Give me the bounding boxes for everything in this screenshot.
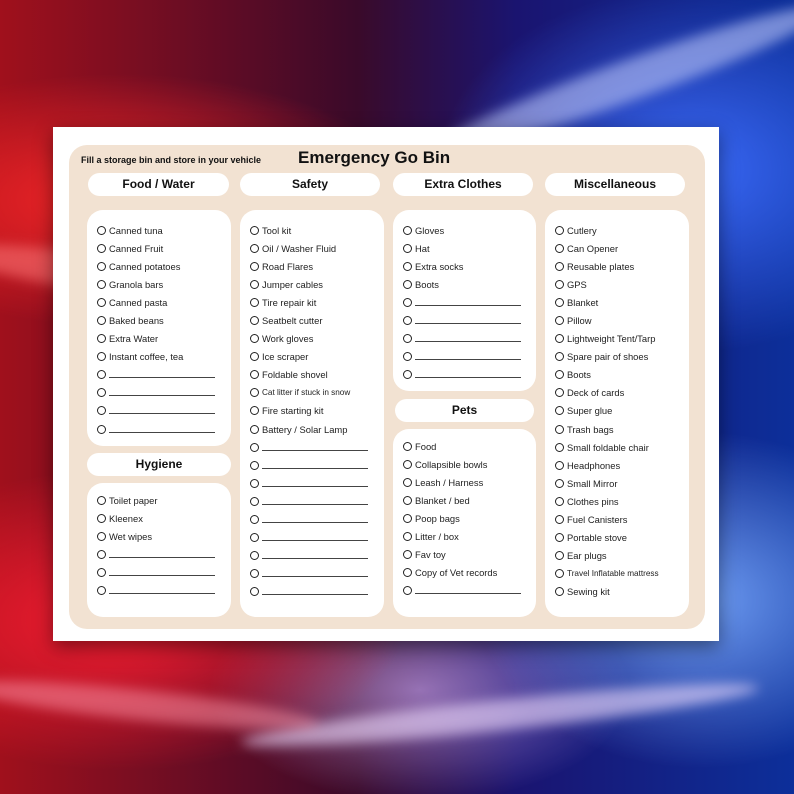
checklist-item — [555, 511, 685, 529]
checklist-item — [403, 275, 527, 293]
checklist-blank-item — [250, 547, 374, 565]
circle-checkbox-icon[interactable] — [250, 262, 259, 271]
circle-checkbox-icon[interactable] — [97, 334, 106, 343]
write-in-line[interactable] — [262, 468, 368, 469]
checklist-item-label: Reusable plates — [567, 260, 635, 272]
circle-checkbox-icon[interactable] — [97, 496, 106, 505]
checklist-blank-item — [250, 565, 374, 583]
safety-box — [240, 210, 384, 617]
food-water-list — [97, 221, 221, 438]
write-in-line[interactable] — [262, 558, 368, 559]
checklist-item — [250, 257, 374, 275]
checklist-item — [97, 221, 221, 239]
checklist-item — [555, 348, 685, 366]
checklist-blank-item — [403, 348, 527, 366]
extra-clothes-box — [393, 210, 536, 391]
circle-checkbox-icon[interactable] — [97, 298, 106, 307]
circle-checkbox-icon[interactable] — [250, 497, 259, 506]
circle-checkbox-icon[interactable] — [555, 262, 564, 271]
circle-checkbox-icon[interactable] — [250, 461, 259, 470]
checklist-item-label: Cat litter if stuck in snow — [262, 388, 351, 398]
extra-clothes-list — [403, 221, 527, 384]
checklist-item — [555, 311, 685, 329]
checklist-item-label: Food — [415, 440, 437, 452]
checklist-blank-item — [97, 384, 221, 402]
checklist-item — [403, 437, 527, 455]
checklist-item — [97, 311, 221, 329]
circle-checkbox-icon[interactable] — [250, 334, 259, 343]
checklist-item-label: Foldable shovel — [262, 369, 328, 381]
checklist-item-label: Ice scraper — [262, 351, 309, 363]
checklist-item-label: Small Mirror — [567, 477, 618, 489]
checklist-item-label: Hat — [415, 242, 430, 254]
circle-checkbox-icon[interactable] — [403, 280, 412, 289]
checklist-item — [97, 330, 221, 348]
pets-list — [403, 437, 527, 600]
food-water-box — [87, 210, 231, 446]
checklist-item — [97, 275, 221, 293]
header-extra-clothes: Extra Clothes — [393, 173, 533, 196]
circle-checkbox-icon[interactable] — [555, 497, 564, 506]
checklist-item-label: Deck of cards — [567, 387, 625, 399]
checklist-item — [555, 366, 685, 384]
checklist-item — [403, 546, 527, 564]
checklist-item — [250, 420, 374, 438]
checklist-sheet — [53, 127, 719, 641]
circle-checkbox-icon[interactable] — [403, 262, 412, 271]
sheet-title: Emergency Go Bin — [298, 148, 451, 167]
checklist-item — [555, 257, 685, 275]
circle-checkbox-icon[interactable] — [555, 569, 564, 578]
checklist-item-label: Spare pair of shoes — [567, 351, 649, 363]
checklist-item-label: Work gloves — [262, 333, 314, 345]
checklist-item-label: Tool kit — [262, 224, 292, 236]
checklist-blank-item — [250, 438, 374, 456]
circle-checkbox-icon[interactable] — [403, 316, 412, 325]
checklist-item — [555, 583, 685, 601]
checklist-item — [97, 491, 221, 509]
circle-checkbox-icon[interactable] — [555, 461, 564, 470]
circle-checkbox-icon[interactable] — [250, 388, 259, 397]
hygiene-list — [97, 491, 221, 600]
circle-checkbox-icon[interactable] — [250, 425, 259, 434]
checklist-blank-item — [250, 456, 374, 474]
circle-checkbox-icon[interactable] — [97, 514, 106, 523]
circle-checkbox-icon[interactable] — [250, 587, 259, 596]
checklist-item — [250, 348, 374, 366]
write-in-line[interactable] — [109, 557, 215, 558]
circle-checkbox-icon[interactable] — [97, 262, 106, 271]
write-in-line[interactable] — [415, 305, 521, 306]
circle-checkbox-icon[interactable] — [403, 460, 412, 469]
checklist-item — [403, 455, 527, 473]
header-safety: Safety — [240, 173, 380, 196]
write-in-line[interactable] — [262, 594, 368, 595]
circle-checkbox-icon[interactable] — [97, 244, 106, 253]
checklist-item — [250, 239, 374, 257]
circle-checkbox-icon[interactable] — [555, 551, 564, 560]
checklist-item-label: Blanket — [567, 296, 599, 308]
circle-checkbox-icon[interactable] — [555, 443, 564, 452]
circle-checkbox-icon[interactable] — [555, 406, 564, 415]
circle-checkbox-icon[interactable] — [250, 406, 259, 415]
checklist-item-label: Seatbelt cutter — [262, 315, 323, 327]
checklist-item-label: Can Opener — [567, 242, 619, 254]
pets-box — [393, 429, 536, 617]
circle-checkbox-icon[interactable] — [555, 334, 564, 343]
checklist-blank-item — [97, 366, 221, 384]
circle-checkbox-icon[interactable] — [97, 388, 106, 397]
checklist-item-label: Canned Fruit — [109, 242, 164, 254]
checklist-blank-item — [403, 293, 527, 311]
circle-checkbox-icon[interactable] — [97, 586, 106, 595]
checklist-item — [555, 474, 685, 492]
sheet-subtitle: Fill a storage bin and store in your vehicle — [81, 155, 262, 165]
circle-checkbox-icon[interactable] — [97, 226, 106, 235]
checklist-item — [555, 529, 685, 547]
header-miscellaneous: Miscellaneous — [545, 173, 685, 196]
circle-checkbox-icon[interactable] — [403, 334, 412, 343]
circle-checkbox-icon[interactable] — [250, 551, 259, 560]
checklist-item-label: Litter / box — [415, 531, 459, 543]
checklist-item-label: Canned tuna — [109, 224, 163, 236]
background-light-streak — [0, 671, 321, 738]
checklist-blank-item — [97, 581, 221, 599]
checklist-item-label: Leash / Harness — [415, 476, 484, 488]
hygiene-box — [87, 483, 231, 617]
circle-checkbox-icon[interactable] — [250, 298, 259, 307]
write-in-line[interactable] — [109, 377, 215, 378]
write-in-line[interactable] — [262, 450, 368, 451]
circle-checkbox-icon[interactable] — [97, 316, 106, 325]
write-in-line[interactable] — [109, 432, 215, 433]
checklist-item — [555, 330, 685, 348]
checklist-item-label: Fav toy — [415, 549, 446, 561]
checklist-item-label: Gloves — [415, 224, 445, 236]
checklist-item-label: Jumper cables — [262, 278, 323, 290]
write-in-line[interactable] — [109, 575, 215, 576]
circle-checkbox-icon[interactable] — [250, 569, 259, 578]
checklist-item-label: Portable stove — [567, 532, 627, 544]
circle-checkbox-icon[interactable] — [555, 280, 564, 289]
circle-checkbox-icon[interactable] — [403, 478, 412, 487]
checklist-item-label: Collapsible bowls — [415, 458, 488, 470]
header-food-water: Food / Water — [88, 173, 229, 196]
checklist-blank-item — [250, 492, 374, 510]
checklist-item-label: Small foldable chair — [567, 441, 649, 453]
circle-checkbox-icon[interactable] — [97, 425, 106, 434]
checklist-item — [403, 239, 527, 257]
miscellaneous-list — [555, 221, 685, 601]
circle-checkbox-icon[interactable] — [555, 352, 564, 361]
checklist-item-label: Instant coffee, tea — [109, 351, 184, 363]
write-in-line[interactable] — [262, 576, 368, 577]
circle-checkbox-icon[interactable] — [250, 370, 259, 379]
checklist-item-label: Super glue — [567, 405, 613, 417]
write-in-line[interactable] — [415, 341, 521, 342]
circle-checkbox-icon[interactable] — [403, 496, 412, 505]
checklist-item — [555, 293, 685, 311]
checklist-item — [250, 275, 374, 293]
checklist-blank-item — [250, 529, 374, 547]
checklist-item-label: Oil / Washer Fluid — [262, 242, 337, 254]
circle-checkbox-icon[interactable] — [555, 298, 564, 307]
checklist-item — [555, 221, 685, 239]
checklist-item-label: Headphones — [567, 459, 621, 471]
checklist-item — [555, 275, 685, 293]
background-light-streak — [240, 673, 760, 757]
checklist-item — [403, 509, 527, 527]
circle-checkbox-icon[interactable] — [97, 280, 106, 289]
checklist-item — [403, 221, 527, 239]
write-in-line[interactable] — [415, 359, 521, 360]
circle-checkbox-icon[interactable] — [555, 533, 564, 542]
circle-checkbox-icon[interactable] — [250, 352, 259, 361]
write-in-line[interactable] — [415, 593, 521, 594]
circle-checkbox-icon[interactable] — [555, 226, 564, 235]
circle-checkbox-icon[interactable] — [403, 514, 412, 523]
checklist-item-label: Toilet paper — [109, 494, 158, 506]
circle-checkbox-icon[interactable] — [403, 226, 412, 235]
circle-checkbox-icon[interactable] — [97, 532, 106, 541]
circle-checkbox-icon[interactable] — [403, 568, 412, 577]
circle-checkbox-icon[interactable] — [555, 587, 564, 596]
checklist-item — [555, 402, 685, 420]
checklist-item-label: Wet wipes — [109, 530, 153, 542]
checklist-item-label: Cutlery — [567, 224, 597, 236]
circle-checkbox-icon[interactable] — [555, 370, 564, 379]
safety-list — [250, 221, 374, 601]
checklist-item-label: GPS — [567, 278, 587, 290]
checklist-item — [250, 221, 374, 239]
checklist-blank-item — [97, 402, 221, 420]
checklist-item — [555, 384, 685, 402]
checklist-item-label: Clothes pins — [567, 495, 619, 507]
miscellaneous-box — [545, 210, 689, 617]
circle-checkbox-icon[interactable] — [250, 316, 259, 325]
checklist-item — [97, 527, 221, 545]
checklist-item — [97, 257, 221, 275]
checklist-item — [403, 564, 527, 582]
checklist-item — [555, 438, 685, 456]
circle-checkbox-icon[interactable] — [555, 244, 564, 253]
circle-checkbox-icon[interactable] — [555, 388, 564, 397]
checklist-blank-item — [403, 330, 527, 348]
checklist-item — [250, 384, 374, 402]
circle-checkbox-icon[interactable] — [250, 533, 259, 542]
checklist-item — [403, 527, 527, 545]
checklist-item-label: Poop bags — [415, 512, 460, 524]
write-in-line[interactable] — [262, 540, 368, 541]
checklist-item — [555, 456, 685, 474]
circle-checkbox-icon[interactable] — [250, 479, 259, 488]
checklist-item-label: Blanket / bed — [415, 494, 470, 506]
write-in-line[interactable] — [415, 323, 521, 324]
checklist-item — [555, 492, 685, 510]
checklist-item — [97, 348, 221, 366]
checklist-item — [250, 293, 374, 311]
checklist-blank-item — [403, 366, 527, 384]
circle-checkbox-icon[interactable] — [403, 550, 412, 559]
circle-checkbox-icon[interactable] — [250, 226, 259, 235]
checklist-blank-item — [97, 420, 221, 438]
checklist-item-label: Boots — [567, 369, 591, 381]
checklist-item-label: Trash bags — [567, 423, 614, 435]
checklist-item — [555, 239, 685, 257]
circle-checkbox-icon[interactable] — [555, 425, 564, 434]
circle-checkbox-icon[interactable] — [250, 443, 259, 452]
circle-checkbox-icon[interactable] — [555, 479, 564, 488]
circle-checkbox-icon[interactable] — [403, 442, 412, 451]
checklist-item-label: Fuel Canisters — [567, 514, 628, 526]
checklist-item-label: Canned potatoes — [109, 260, 181, 272]
checklist-item — [403, 491, 527, 509]
checklist-blank-item — [403, 582, 527, 600]
write-in-line[interactable] — [415, 377, 521, 378]
circle-checkbox-icon[interactable] — [250, 515, 259, 524]
checklist-item — [403, 257, 527, 275]
checklist-item — [250, 366, 374, 384]
circle-checkbox-icon[interactable] — [250, 280, 259, 289]
circle-checkbox-icon[interactable] — [97, 406, 106, 415]
checklist-item — [97, 509, 221, 527]
header-hygiene: Hygiene — [87, 453, 231, 476]
circle-checkbox-icon[interactable] — [250, 244, 259, 253]
checklist-item — [403, 473, 527, 491]
checklist-item-label: Kleenex — [109, 512, 143, 524]
write-in-line[interactable] — [109, 413, 215, 414]
checklist-item-label: Extra socks — [415, 260, 464, 272]
circle-checkbox-icon[interactable] — [97, 370, 106, 379]
checklist-item — [250, 330, 374, 348]
checklist-item — [250, 311, 374, 329]
checklist-item-label: Lightweight Tent/Tarp — [567, 333, 656, 345]
checklist-item-label: Battery / Solar Lamp — [262, 423, 348, 435]
checklist-item-label: Boots — [415, 278, 439, 290]
write-in-line[interactable] — [109, 395, 215, 396]
checklist-blank-item — [250, 474, 374, 492]
checklist-blank-item — [97, 545, 221, 563]
checklist-item-label: Granola bars — [109, 278, 164, 290]
write-in-line[interactable] — [262, 504, 368, 505]
checklist-item-label: Travel Inflatable mattress — [567, 569, 659, 579]
checklist-item-label: Copy of Vet records — [415, 567, 498, 579]
write-in-line[interactable] — [109, 593, 215, 594]
checklist-item-label: Extra Water — [109, 333, 159, 345]
checklist-item-label: Tire repair kit — [262, 296, 317, 308]
circle-checkbox-icon[interactable] — [403, 352, 412, 361]
write-in-line[interactable] — [262, 522, 368, 523]
circle-checkbox-icon[interactable] — [97, 352, 106, 361]
checklist-item — [250, 402, 374, 420]
checklist-blank-item — [250, 583, 374, 601]
circle-checkbox-icon[interactable] — [403, 244, 412, 253]
checklist-item-label: Road Flares — [262, 260, 314, 272]
checklist-item — [555, 547, 685, 565]
checklist-item-label: Canned pasta — [109, 296, 168, 308]
checklist-item — [555, 565, 685, 583]
checklist-item-label: Ear plugs — [567, 550, 607, 562]
checklist-item-label: Baked beans — [109, 315, 164, 327]
checklist-item — [555, 420, 685, 438]
circle-checkbox-icon[interactable] — [403, 298, 412, 307]
checklist-item — [97, 293, 221, 311]
checklist-blank-item — [403, 311, 527, 329]
circle-checkbox-icon[interactable] — [403, 586, 412, 595]
checklist-item — [97, 239, 221, 257]
circle-checkbox-icon[interactable] — [555, 515, 564, 524]
header-pets: Pets — [395, 399, 534, 422]
circle-checkbox-icon[interactable] — [97, 550, 106, 559]
circle-checkbox-icon[interactable] — [555, 316, 564, 325]
checklist-item-label: Fire starting kit — [262, 405, 324, 417]
write-in-line[interactable] — [262, 486, 368, 487]
circle-checkbox-icon[interactable] — [97, 568, 106, 577]
checklist-blank-item — [250, 511, 374, 529]
circle-checkbox-icon[interactable] — [403, 532, 412, 541]
checklist-item-label: Sewing kit — [567, 586, 610, 598]
circle-checkbox-icon[interactable] — [403, 370, 412, 379]
checklist-blank-item — [97, 563, 221, 581]
checklist-item-label: Pillow — [567, 315, 592, 327]
